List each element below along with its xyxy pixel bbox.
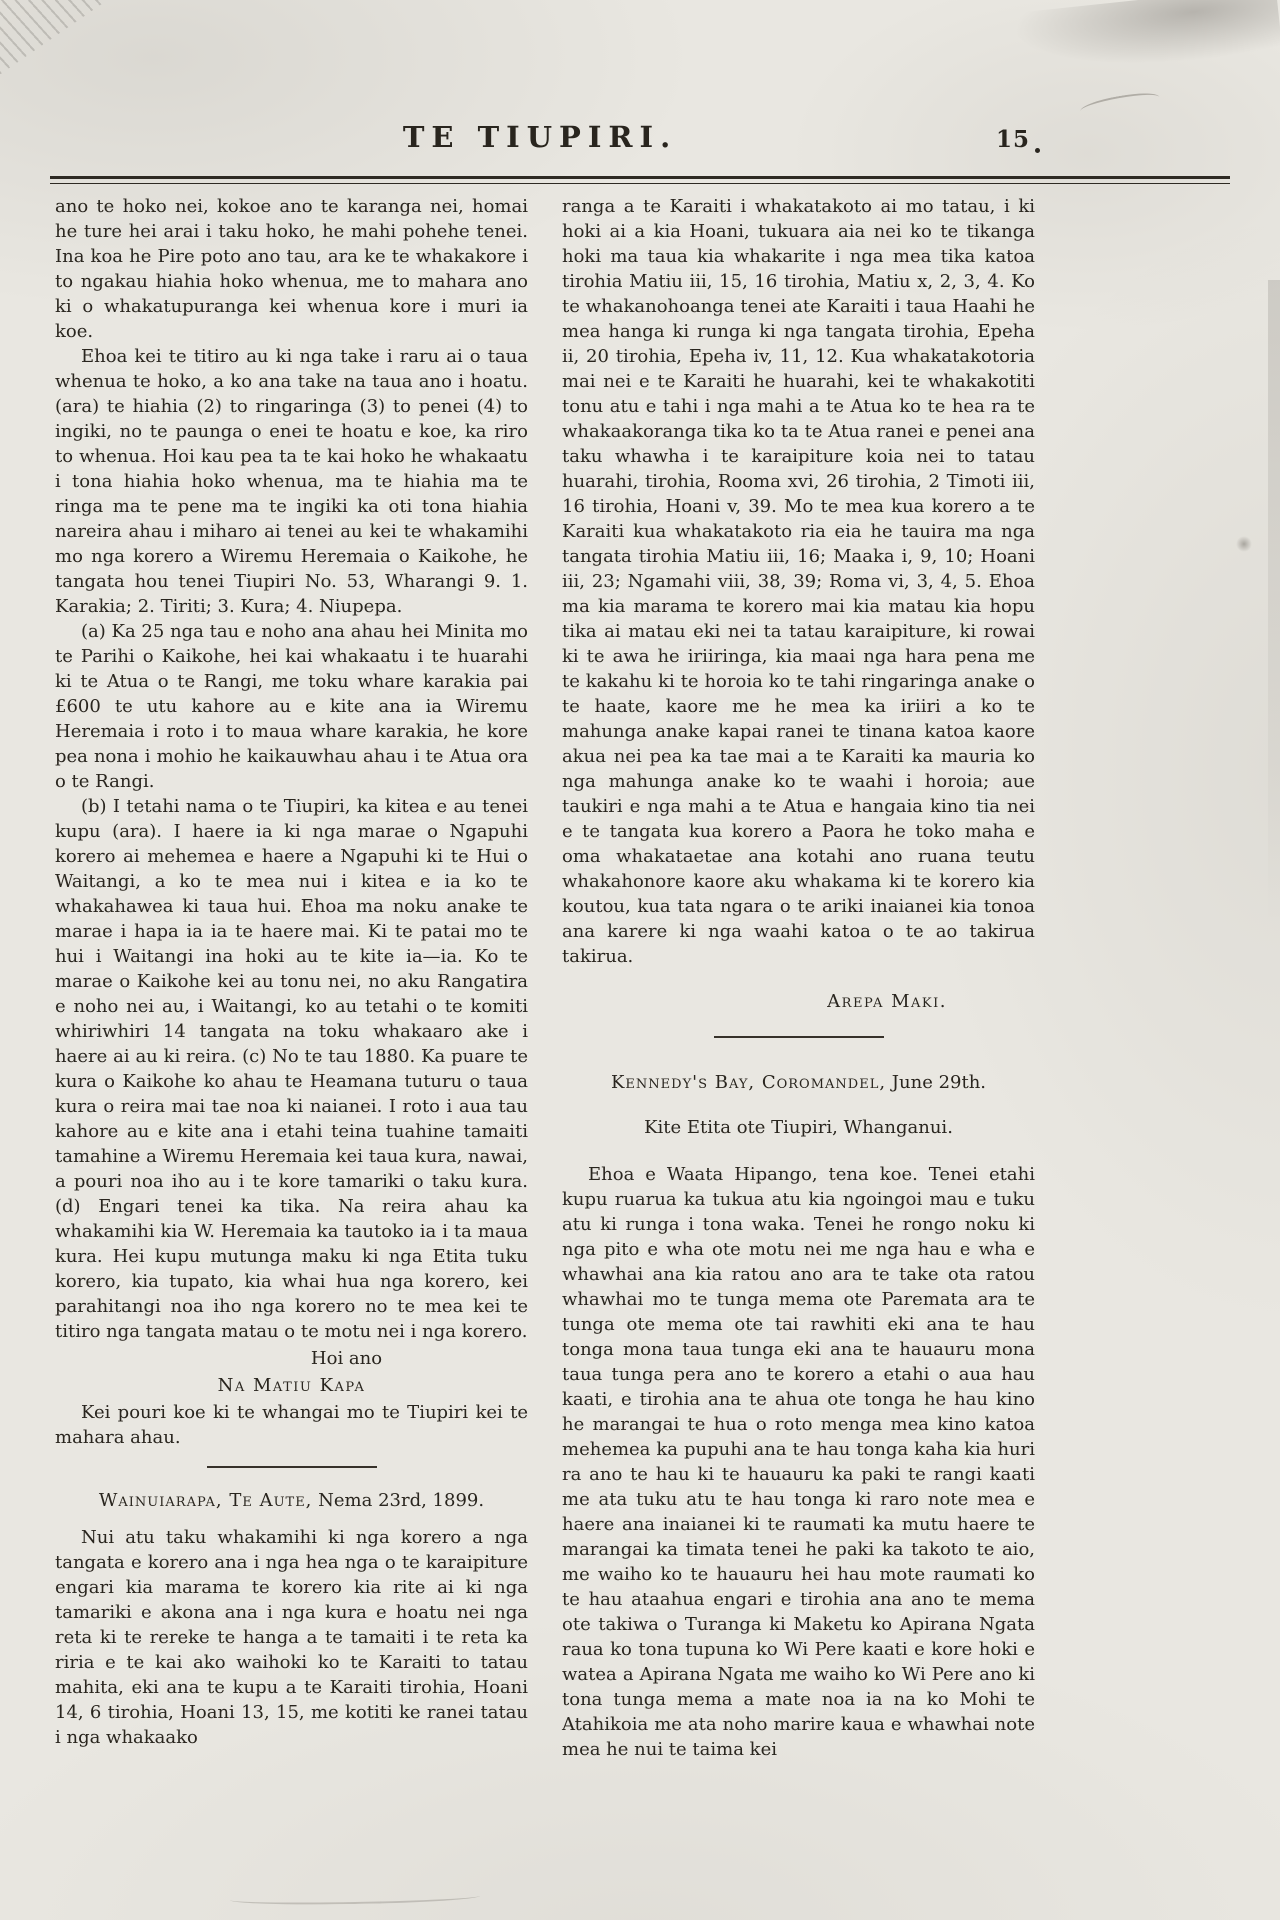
page-number-block	[996, 126, 1040, 153]
left-column	[55, 194, 528, 1762]
letter-dateline-wainuiarapa	[55, 1488, 528, 1513]
paragraph-items-bcd: (b) I tetahi nama o te Tiupiri, ka kitea e au tenei kupu (ara). I haere ia ki nga marae o Ngapuhi korero ai mehemea e haere a Ngapuhi ki te Hui o Waitangi, a ko te mea nui i kitea e ia ko te whakahawea ki taua hui. Ehoa ma noku anake te marae i hapa ia ia te haere mai. Ki te patai mo te hui i Waitangi ina hoki au te kite ia—ia. Ko te marae o Kaikohe kei au tonu nei, no aku Rangatira e noho nei au, i Waitangi, ko au tetahi o te komiti whiriwhiri 14 tangata na toku whakaaro ake i haere ai au ki reira. (c) No te tau 1880. Ka puare te kura o Kaikohe ko ahau te Heamana tuturu o taua kura o reira mai tae noa ki naianei. I roto i aua tau kahore au e kite ana i etahi teina tuahine tamaiti tamahine a Wiremu Heremaia kei taua kura, nawai, a pouri noa iho au i te kore tamariki o taku kura. (d) Engari tenei ka tika. Na reira ahau ka whakamihi kia W. Heremaia ka tautoko ia i ta maua kura. Hei kupu mutunga maku ki nga Etita tuku korero, kia tupato, kia whai hua nga korero, kei parahitangi noa iho nga korero no te mea kei te titiro nga tangata matau o te motu nei i nga korero.	[55, 796, 529, 1342]
newspaper-title: TE TIUPIRI.	[402, 120, 678, 154]
paragraph-wainui-letter: Nui atu taku whakamihi ki nga korero a nga tangata e korero ana i nga hea nga o te karaipiture engari kia marama te korero kia rite ai ki nga tamariki e akona ana i nga kura e hoatu nei nga reta ki te rereke te hanga a te tamaiti i te reta ka riria e te kai ako waihoki ko te Karaiti to tatau mahita, eki ana te kupu a te Karaiti tirohia, Hoani 14, 6 tirohia, Hoani 13, 15, me kotiti ke ranei tatau i nga whakaako	[55, 1527, 528, 1748]
paragraph-item-a: (a) Ka 25 nga tau e noho ana ahau hei Minita mo te Parihi o Kaikohe, hei kai whakaatu i te huarahi ki te Atua o te Rangi, me toku whare karakia pai £600 te utu kahore au e kite ana ia Wiremu Heremaia i roto i to maua whare karakia, he kore pea nona i mohio he kaikauwhau ahau i te Atua ora o te Rangi.	[55, 621, 528, 792]
right-column	[562, 194, 1035, 1762]
paragraph-kennedy-letter: Ehoa e Waata Hipango, tena koe. Tenei etahi kupu ruarua ka tukua atu kia ngoingoi mau e tuku atu ki runga i tona waka. Tenei he rongo noku ki nga pito e wha ote motu nei me nga hau e wha e whawhai ana kia ratou ano ara te take ota ratou whawhai mo te tunga mema ote Paremata ara te tunga ote mema ote tai rawhiti eki ana te hau tonga mona taua tunga eki ana te hauauru mona taua tunga pera ano te korero a etahi o aua hau kaati, e tirohia ana te ahua ote tonga he hau kino he marangai te hua o roto menga mea kino katoa mehemea ka pupuhi ana te hau tonga kaha kia huri ra ano te hau ki te hauauru ka paki te rangi kaati me ata tuku atu te hau tonga ki raro note mea e haere ana inaianei ki te raumati ka mutu haere te marangai ka timata tenei he paki ka takoto te aio, me waiho ko te hauauru hei hau mote raumati ko te hau ataahua engari e tirohia ana ano te mema ote takiwa o Turanga ki Maketu ko Apirana Ngata raua ko tona tupuna ko Wi Pere kaati e kore hoki e watea a Apirana Ngata me waiho ko Wi Pere ano ki tona tunga mema a mate noa ia na ko Mohi te Atahikoia me ata noho marire kaua e whawhai note mea he nui te taima kei	[562, 1164, 1035, 1760]
paragraph-continuation: ano te hoko nei, kokoe ano te karanga nei, homai he ture hei arai i taku hoko, he mahi pohehe tenei. Ina koa he Pire poto ano tau, ara ke te whakakore i to ngakau hiahia hoko whenua, me to mahara ano ki o whakatupuranga kei whenua kore i muri ia koe.	[55, 196, 528, 342]
closing-phrase: Hoi ano	[310, 1348, 383, 1369]
paragraph-continuation-right: ranga a te Karaiti i whakatakoto ai mo tatau, i ki hoki ai a kia Hoani, tukuara aia nei ko te tikanga hoki ma taua kia whakarite i nga mea tika katoa tirohia Matiu iii, 15, 16 tirohia, Matiu x, 2, 3, 4. Ko te whakanohoanga tenei ate Karaiti i taua Haahi he mea hanga ki runga ki nga tangata tirohia, Epeha ii, 20 tirohia, Epeha iv, 11, 12. Kua whakatakotoria mai nei e te Karaiti he huarahi, kei te whakakotiti tonu atu e tahi i nga mahi a te Atua ko te hea ra te whakaakoranga tika ko ta te Atua ranei e penei ana taku whawha i te karaipiture koia nei to tatau huarahi, tirohia, Rooma xvi, 26 tirohia, 2 Timoti iii, 16 tirohia, Hoani v, 39. Mo te mea kua korero a te Karaiti kua whakatakoto ria eia he tauira ma nga tangata tirohia Matiu iii, 16; Maaka i, 9, 10; Hoani iii, 23; Ngamahi viii, 38, 39; Roma vi, 3, 4, 5. Ehoa ma kia marama te korero mai kia matau kia hopu tika ai matau eki nei ta tatau karaipiture, ki rowai ki te awa he iriiringa, kia maai nga hara pena me te kakahu ki te horoia ko te tahi ringaringa anake o te haate, kaore me he mea ka iriiri a ko te mahunga anake kapai ranei te tinana katoa kaore akua nei pea ka tae mai a te Karaiti ka mauria ko nga mahunga anake ko te waahi i horoia; aue taukiri e nga mahi a te Atua e hangaia kino tia nei e te tangata kua korero a Paora he toko maha e oma whakataetae ana kotahi ano ruana teutu whakahonore kaore aku whakama ki te korero kia koutou, kua tata ngara o te ariki inaianei kia tonoa ana karere ki nga waahi katoa o te ao takirua takirua.	[562, 196, 1035, 967]
article-columns	[55, 194, 1035, 1762]
section-divider	[207, 1466, 377, 1468]
dateline-date: June 29th.	[891, 1072, 987, 1093]
scan-artifact-speck	[1236, 536, 1252, 552]
author-signature-arepa-maki: Arepa Maki.	[827, 991, 947, 1012]
ink-dot-artifact	[1035, 148, 1040, 153]
masthead	[0, 0, 1280, 176]
page-number: 15	[995, 126, 1030, 153]
author-signature-matiu-kapa: Na Matiu Kapa	[217, 1375, 366, 1396]
letter-dateline-kennedys-bay	[562, 1070, 1035, 1095]
dateline-date: Nema 23rd, 1899.	[318, 1490, 485, 1511]
paragraph-ehoa: Ehoa kei te titiro au ki nga take i raru ai o taua whenua te hoko, a ko ana take na taua ano i hoatu. (ara) te hiahia (2) to ringaringa (3) to penei (4) to ingiki, no te paunga o enei te hoatu e koe, ka riro to whenua. Hoi kau pea ta te kai hoko he whakaatu i tona hiahia hoko whenua, ma te hiahia ma te ringa ma te pene ma te ingiki ka oti tona hiahia nareira ahau i miharo ai tenei au kei te whakamihi mo nga korero a Wiremu Heremaia o Kaikohe, he tangata hou tenei Tiupiri No. 53, Wharangi 9. 1. Karakia; 2. Tiriti; 3. Kura; 4. Niupepa.	[55, 346, 528, 617]
paragraph-postscript: Kei pouri koe ki te whangai mo te Tiupiri kei te mahara ahau.	[55, 1402, 528, 1448]
scan-artifact-right-edge	[1268, 280, 1280, 1040]
header-double-rule	[50, 176, 1230, 184]
letter-salutation: Kite Etita ote Tiupiri, Whanganui.	[644, 1117, 953, 1138]
scan-artifact-bottom-squiggle	[230, 1890, 480, 1906]
section-divider	[714, 1036, 884, 1038]
dateline-place: Kennedy's Bay, Coromandel,	[610, 1072, 887, 1093]
dateline-place: Wainuiarapa, Te Aute,	[98, 1490, 313, 1511]
